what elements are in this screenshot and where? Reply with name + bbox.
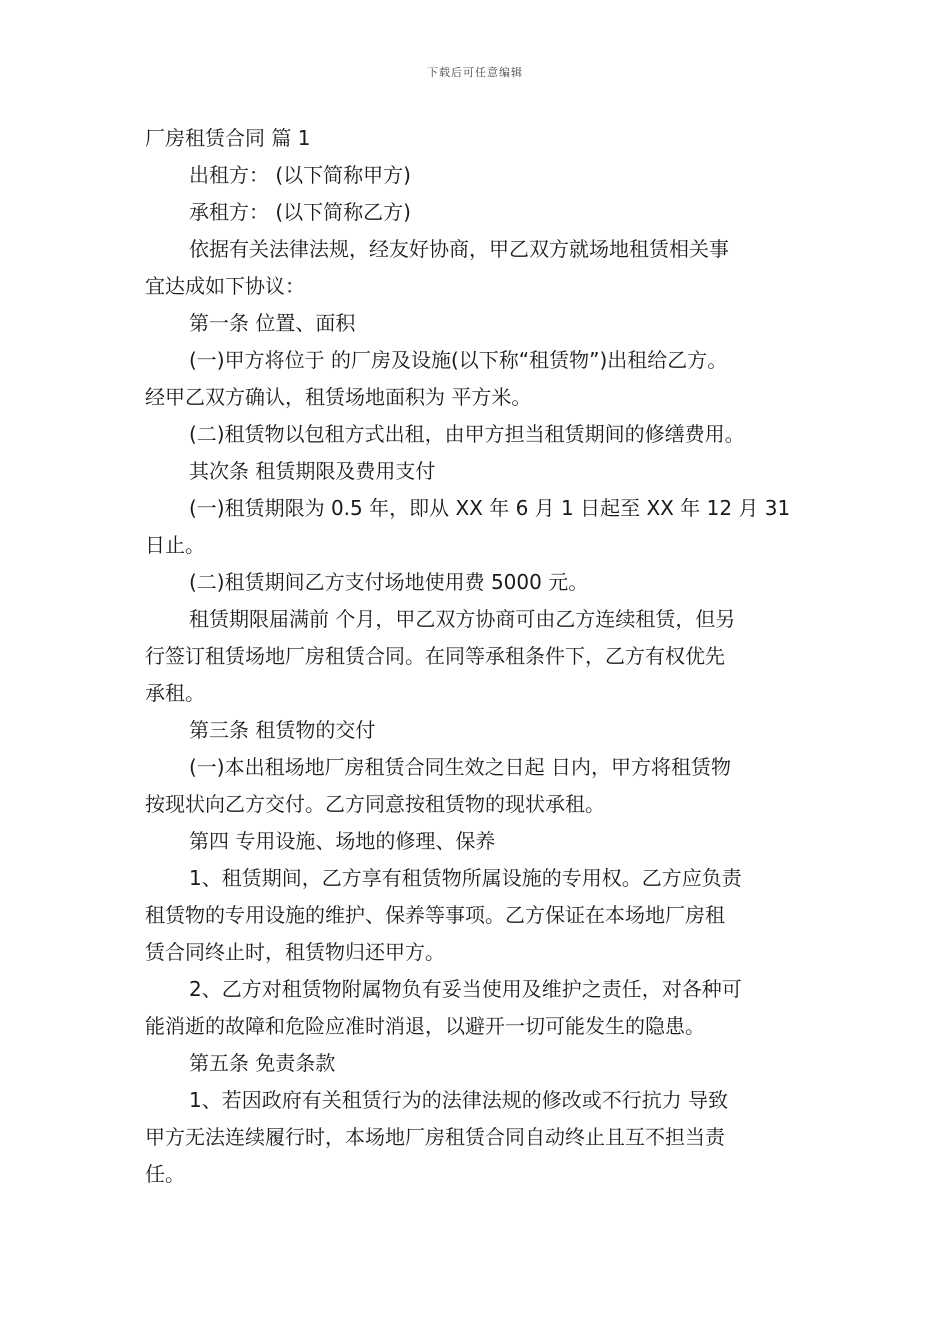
paragraph-line: 租赁物的专用设施的维护、保养等事项。乙方保证在本场地厂房租: [145, 903, 725, 927]
paragraph-line: 1、租赁期间，乙方享有租赁物所属设施的专用权。乙方应负责: [189, 866, 742, 890]
paragraph-line: (二)租赁物以包租方式出租，由甲方担当租赁期间的修缮费用。: [189, 422, 745, 446]
paragraph-line: 依据有关法律法规，经友好协商，甲乙双方就场地租赁相关事: [189, 237, 729, 261]
paragraph-line: 第一条 位置、面积: [189, 311, 356, 335]
paragraph-line: 日止。: [145, 533, 205, 557]
paragraph-line: 其次条 租赁期限及费用支付: [189, 459, 436, 483]
paragraph-line: 第三条 租赁物的交付: [189, 718, 376, 742]
page-header: 下载后可任意编辑: [427, 66, 523, 79]
paragraph-line: 任。: [145, 1162, 185, 1186]
paragraph-line: 出租方： (以下简称甲方): [189, 163, 411, 187]
paragraph-line: 宜达成如下协议：: [145, 274, 305, 298]
paragraph-line: (一)本出租场地厂房租赁合同生效之日起 日内，甲方将租赁物: [189, 755, 731, 779]
paragraph-line: (二)租赁期间乙方支付场地使用费 5000 元。: [189, 570, 589, 594]
paragraph-line: 能消逝的故障和危险应准时消退，以避开一切可能发生的隐患。: [145, 1014, 705, 1038]
paragraph-line: (一)甲方将位于 的厂房及设施(以下称“租赁物”)出租给乙方。: [189, 348, 728, 372]
document-lines: [145, 157, 807, 1193]
paragraph-line: 租赁期限届满前 个月，甲乙双方协商可由乙方连续租赁，但另: [189, 607, 736, 631]
paragraph-line: 第四 专用设施、场地的修理、保养: [189, 829, 496, 853]
paragraph-line: 1、若因政府有关租赁行为的法律法规的修改或不行抗力 导致: [189, 1088, 729, 1112]
paragraph-line: 经甲乙双方确认，租赁场地面积为 平方米。: [145, 385, 532, 409]
paragraph-line: 按现状向乙方交付。乙方同意按租赁物的现状承租。: [145, 792, 605, 816]
paragraph-line: 第五条 免责条款: [189, 1051, 336, 1075]
paragraph-line: 2、乙方对租赁物附属物负有妥当使用及维护之责任，对各种可: [189, 977, 742, 1001]
paragraph-line: 甲方无法连续履行时，本场地厂房租赁合同自动终止且互不担当责: [145, 1125, 725, 1149]
paragraph-line: (一)租赁期限为 0.5 年，即从 XX 年 6 月 1 日起至 XX 年 12 月 31: [189, 496, 791, 520]
paragraph-line: 行签订租赁场地厂房租赁合同。在同等承租条件下，乙方有权优先: [145, 644, 725, 668]
paragraph-line: 承租。: [145, 681, 205, 705]
paragraph-line: 赁合同终止时，租赁物归还甲方。: [145, 940, 445, 964]
paragraph-line: 承租方： (以下简称乙方): [189, 200, 411, 224]
document-body: [145, 120, 807, 1193]
document-title: 厂房租赁合同 篇 1: [145, 126, 311, 150]
